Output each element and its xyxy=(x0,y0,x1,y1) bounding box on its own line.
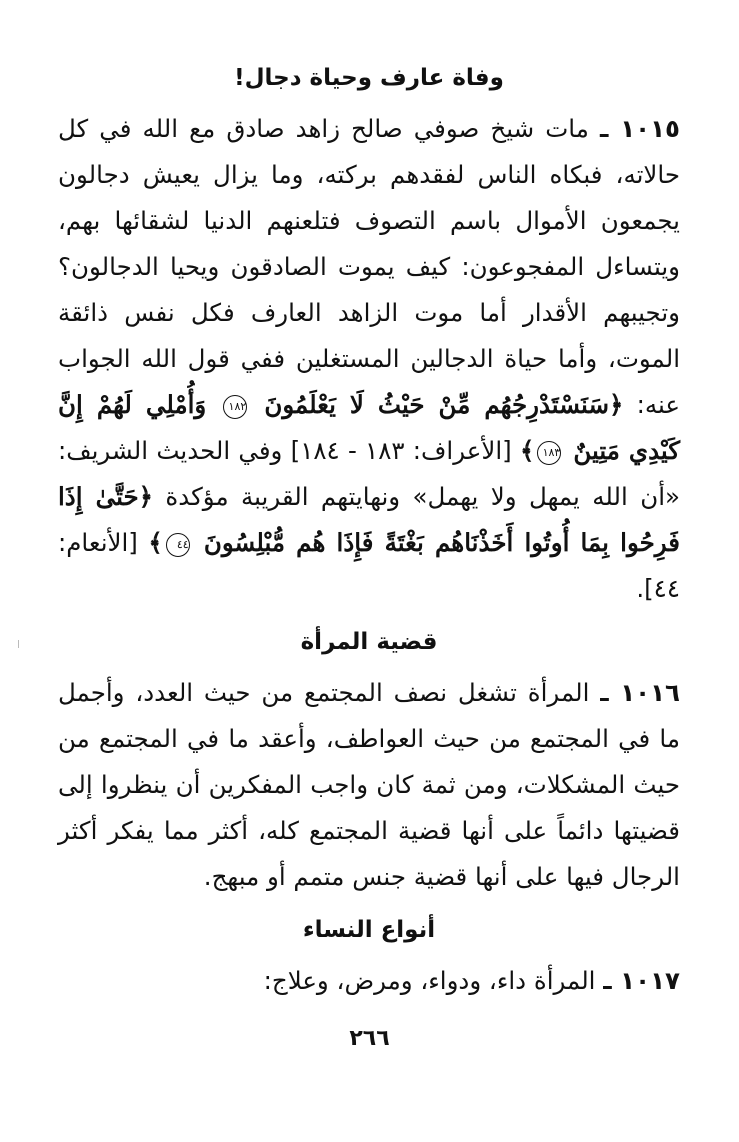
entry-text: المرأة تشغل نصف المجتمع من حيث العدد، وأجمل ما في المجتمع من حيث العواطف، وأعقد ما في المجتمع من حيث المشكلات، ومن ثمة كان واجب المفكرين أن ينظروا إلى قضيتها دائماً على أنها قضية المجتمع كله، أكثر مما يفكر أكثر الرجال فيها على أنها قضية جنس متمم أو مبهج. xyxy=(58,678,680,891)
verse-reference: [الأنعام: ٤٤]. xyxy=(58,528,680,603)
page-body xyxy=(58,58,680,1004)
page-number: ٢٦٦ xyxy=(349,1026,390,1051)
spacer xyxy=(58,950,680,958)
spacer xyxy=(58,98,680,106)
verse-text: وَأُمْلِي لَهُمْ إِنَّ كَيْدِي مَتِينٌ xyxy=(58,390,680,465)
spacer xyxy=(58,612,680,622)
section-heading-types-of-women: أنواع النساء xyxy=(302,917,436,943)
scan-margin-mark xyxy=(18,640,19,648)
ayah-number-marker: ١٨٢ xyxy=(223,395,247,419)
verse-text: ﴿سَنَسْتَدْرِجُهُم مِّنْ حَيْثُ لَا يَعْلَمُونَ xyxy=(264,390,624,419)
entry-1017 xyxy=(58,958,680,1004)
ayah-number-marker: ١٨٣ xyxy=(537,441,561,465)
entry-1016 xyxy=(58,670,680,900)
entry-text: المرأة داء، ودواء، ومرض، وعلاج: xyxy=(263,966,596,995)
verse-close-bracket: ﴾ xyxy=(148,528,163,557)
verse-text: ﴿حَتَّىٰ إِذَا فَرِحُوا بِمَا أُوتُوا أَخَذْنَاهُم بَغْتَةً فَإِذَا هُم مُّبْلِسُونَ xyxy=(58,482,681,557)
entry-number: ١٠١٦ ـ xyxy=(600,678,681,707)
section-heading-death-of-sage: وفاة عارف وحياة دجال! xyxy=(234,65,504,91)
entry-1015 xyxy=(58,106,680,612)
verse-reference: [الأعراف: ١٨٣ - ١٨٤] xyxy=(290,436,512,465)
hadith-text: وفي الحديث الشريف: «أن الله يمهل ولا يهمل» ونهايتهم القريبة مؤكدة xyxy=(58,436,680,511)
spacer xyxy=(58,662,680,670)
entry-number: ١٠١٥ ـ xyxy=(599,114,681,143)
section-heading-woman-issue: قضية المرأة xyxy=(300,629,438,655)
entry-text: مات شيخ صوفي صالح زاهد صادق مع الله في كل حالاته، فبكاه الناس لفقدهم بركته، وما يزال يعيش دجالون يجمعون الأموال باسم التصوف فتلعنهم الدنيا لشقائها بهم، ويتساءل المفجوعون: كيف يموت الصادقون ويحيا الدجالون؟ وتجيبهم الأقدار أما موت الزاهد العارف فكل نفس ذائقة الموت، وأما حياة الدجالين المستغلين ففي قول الله الجواب عنه: xyxy=(58,114,681,419)
spacer xyxy=(58,900,680,910)
ayah-number-marker: ٤٤ xyxy=(166,533,190,557)
entry-number: ١٠١٧ ـ xyxy=(603,966,680,995)
verse-close-bracket: ﴾ xyxy=(519,436,535,465)
